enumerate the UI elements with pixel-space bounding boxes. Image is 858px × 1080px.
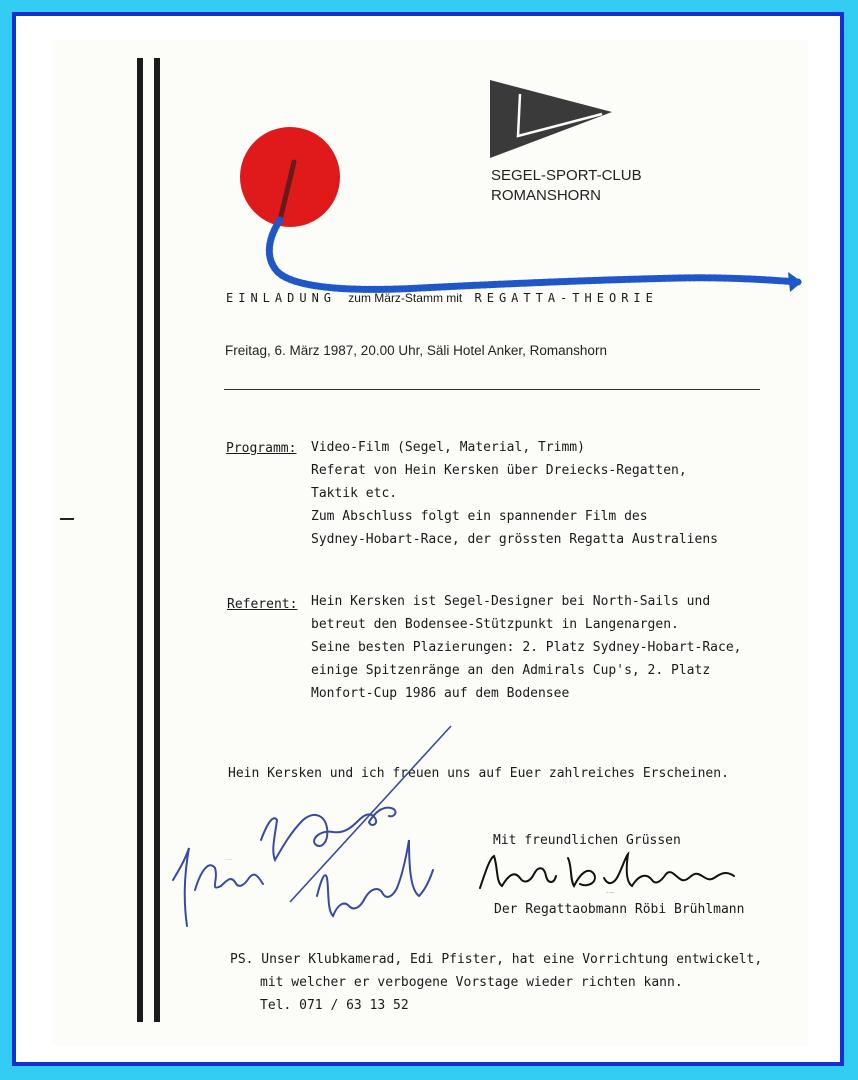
margin-rule-right bbox=[154, 58, 160, 1022]
programm-line: Referat von Hein Kersken über Dreiecks-Regatten, bbox=[311, 463, 687, 478]
referent-label: Referent: bbox=[227, 597, 298, 612]
programm-line: Taktik etc. bbox=[311, 486, 398, 501]
kersken-signature bbox=[165, 720, 455, 940]
bruhlmann-signature-text: Röbi Brühlmann bbox=[606, 893, 615, 894]
programm-text bbox=[311, 436, 718, 551]
referent-line: Monfort-Cup 1986 auf dem Bodensee bbox=[311, 686, 570, 701]
margin-rule-left bbox=[137, 58, 143, 1022]
programm-line: Video-Film (Segel, Material, Trimm) bbox=[311, 440, 585, 455]
ps-line: mit welcher er verbogene Vorstage wieder richten kann. bbox=[260, 975, 683, 990]
club-name-line2: ROMANSHORN bbox=[491, 187, 602, 204]
referent-line: Seine besten Plazierungen: 2. Platz Sydney-Hobart-Race, bbox=[311, 640, 742, 655]
referent-line: einige Spitzenränge an den Admirals Cup's, 2. Platz bbox=[311, 663, 711, 678]
kersken-signature-text: Hein Kersken bbox=[225, 860, 233, 861]
invitation-heading bbox=[226, 291, 658, 305]
referent-line: betreut den Bodensee-Stützpunkt in Langenargen. bbox=[311, 617, 679, 632]
programm-line: Zum Abschluss folgt ein spannender Film des bbox=[311, 509, 648, 524]
invitation-topic: REGATTA-THEORIE bbox=[474, 291, 658, 305]
ps-phone: Tel. 071 / 63 13 52 bbox=[260, 998, 409, 1013]
divider-line bbox=[224, 389, 760, 390]
bruhlmann-signature bbox=[476, 848, 746, 898]
ps-line: PS. Unser Klubkamerad, Edi Pfister, hat eine Vorrichtung entwickelt, bbox=[230, 952, 763, 967]
postscript bbox=[230, 948, 762, 1017]
greeting: Mit freundlichen Grüssen bbox=[493, 833, 681, 848]
signatory: Der Regattaobmann Röbi Brühlmann bbox=[494, 902, 745, 917]
programm-line: Sydney-Hobart-Race, der grössten Regatta Australiens bbox=[311, 532, 718, 547]
programm-label: Programm: bbox=[226, 441, 297, 456]
referent-line: Hein Kersken ist Segel-Designer bei North-Sails und bbox=[311, 594, 711, 609]
referent-text bbox=[311, 590, 741, 705]
invitation-title: EINLADUNG bbox=[226, 291, 337, 305]
club-name-line1: SEGEL-SPORT-CLUB bbox=[491, 167, 642, 184]
event-date-line: Freitag, 6. März 1987, 20.00 Uhr, Säli Hotel Anker, Romanshorn bbox=[225, 343, 607, 358]
invitation-subtitle: zum März-Stamm mit bbox=[348, 291, 463, 305]
closing-line: Hein Kersken und ich freuen uns auf Euer zahlreiches Erscheinen. bbox=[228, 766, 729, 781]
fold-mark bbox=[60, 518, 74, 520]
